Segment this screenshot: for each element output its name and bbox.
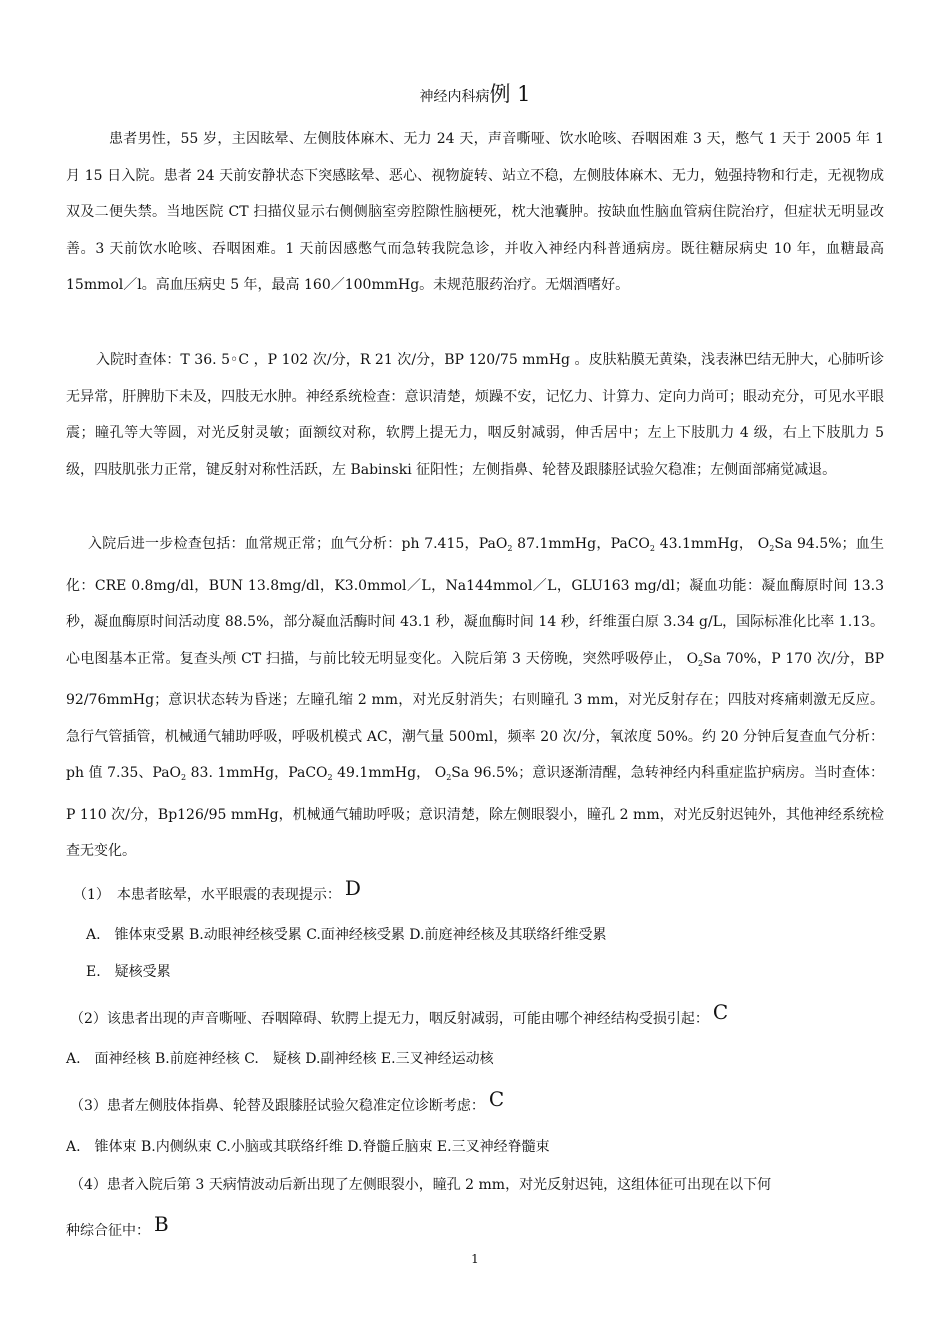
subscript: 2 <box>698 658 704 668</box>
question-1 <box>73 876 361 904</box>
question-4-continued <box>66 1212 169 1240</box>
text-segment: 83. 1mmHg，PaCO <box>186 765 328 781</box>
question-4-text: 种综合征中： <box>66 1223 150 1239</box>
question-1-options: A. 锥体束受累 B.动眼神经核受累 C.面神经核受累 D.前庭神经核及其联络纤维受累 <box>86 927 607 943</box>
question-2-options: A. 面神经核 B.前庭神经核 C. 疑核 D.副神经核 E.三叉神经运动核 <box>66 1051 494 1067</box>
text-segment: Sa 94.5%；血生化：CRE 0.8mg/dl，BUN 13.8mg/dl，K3.0mmol／L，Na144mmol／L，GLU163 mg/dl；凝血功能：凝血酶原时间 13.3 秒，凝血酶原时间活动度 88.5%，部分凝血活酶时间 43.1 秒，凝血酶时间 14 秒，纤维蛋白原 3.34 g/L，国际标准化比率 1.13。心电图基本正常。复查头颅 CT 扫描，与前比较无明显变化。入院后第 3 天傍晚，突然呼吸停止， O <box>66 536 885 667</box>
subscript: 2 <box>327 773 333 782</box>
question-2-text: （2）该患者出现的声音嘶哑、吞咽障碍、软腭上提无力，咽反射减弱，可能由哪个神经结构受损引起： <box>70 1011 709 1027</box>
question-3-text: （3）患者左侧肢体指鼻、轮替及跟膝胫试验欠稳准定位诊断考虑： <box>70 1098 485 1114</box>
subscript: 2 <box>507 544 513 553</box>
question-3-options: A. 锥体束 B.内侧纵束 C.小脑或其联络纤维 D.脊髓丘脑束 E.三叉神经脊髓束 <box>66 1139 550 1155</box>
text-segment: Sa 96.5%；意识逐渐清醒，急转神经内科重症监护病房。当时查体：P 110 次/分，Bp126/95 mmHg，机械通气辅助呼吸；意识清楚，除左侧眼裂小，瞳孔 2 mm，对光反射迟钝外，其他神经系统检查无变化。 <box>66 765 884 859</box>
text-segment: 49.1mmHg， O <box>332 765 447 781</box>
question-1-options-extra: E. 疑核受累 <box>86 964 171 980</box>
page-title <box>0 78 950 108</box>
text-segment: Sa 70%，P 170 次/分，BP 92/76mmHg；意识状态转为昏迷；左瞳孔缩 2 mm，对光反射消失；右则瞳孔 3 mm，对光反射存在；四肢对疼痛刺激无反应。急行气管插管，机械通气辅助呼吸，呼吸机模式 AC，潮气量 500ml，频率 20 次/分，氧浓度 50%。约 20 分钟后复查血气分析：ph 值 7.35、PaO <box>66 650 884 781</box>
paragraph-exam: 入院时查体：T 36. 5◦C ，P 102 次/分，R 21 次/分，BP 120/75 mmHg 。皮肤粘膜无黄染，浅表淋巴结无肿大，心肺听诊无异常，肝脾肋下未及，四肢无水肿。神经系统检查：意识清楚，烦躁不安，记忆力、计算力、定向力尚可；眼动充分，可见水平眼震；瞳孔等大等圆，对光反射灵敏；面额纹对称，软腭上提无力，咽反射减弱，伸舌居中；左上下肢肌力 4 级，右上下肢肌力 5 级，四肢肌张力正常，键反射对称性活跃，左 Babinski 征阳性；左侧指鼻、轮替及跟膝胫试验欠稳准；左侧面部痛觉减退。 <box>66 352 884 478</box>
question-2-answer: C <box>712 1000 729 1024</box>
subscript: 2 <box>769 544 775 553</box>
question-4-answer: B <box>154 1212 169 1236</box>
question-2 <box>70 1000 728 1028</box>
question-3 <box>70 1087 504 1115</box>
question-4: （4）患者入院后第 3 天病情波动后新出现了左侧眼裂小，瞳孔 2 mm，对光反射迟钝，这组体征可出现在以下何 <box>70 1177 772 1193</box>
text-segment: 43.1mmHg， O <box>655 536 770 552</box>
subscript: 2 <box>649 544 656 553</box>
subscript: 2 <box>181 773 187 782</box>
question-3-answer: C <box>488 1087 505 1111</box>
page-number: 1 <box>471 1252 479 1266</box>
title-case-number: 例 1 <box>489 82 531 106</box>
question-1-text: （1） 本患者眩晕，水平眼震的表现提示： <box>73 887 341 903</box>
text-segment: 入院后进一步检查包括：血常规正常；血气分析：ph 7.415，PaO <box>88 536 508 552</box>
paragraph-history: 患者男性，55 岁，主因眩晕、左侧肢体麻木、无力 24 天，声音嘶哑、饮水呛咳、吞咽困难 3 天，憋气 1 天于 2005 年 1 月 15 日入院。患者 24 天前安静状态下突感眩晕、恶心、视物旋转、站立不稳，左侧肢体麻木、无力，勉强持物和行走，无视物成双及二便失禁。当地医院 CT 扫描仪显示右侧侧脑室旁腔隙性脑梗死，枕大池囊肿。按缺血性脑血管病住院治疗，但症状无明显改善。3 天前饮水呛咳、吞咽困难。1 天前因感憋气而急转我院急诊，并收入神经内科普通病房。既往糖尿病史 10 年，血糖最高 15mmol／l。高血压病史 5 年，最高 160／100mmHg。未规范服药治疗。无烟酒嗜好。 <box>66 131 884 293</box>
title-text: 神经内科病 <box>419 89 490 105</box>
paragraph-tests <box>66 526 884 870</box>
question-1-answer: D <box>344 876 361 900</box>
text-segment: 87.1mmHg，PaCO <box>512 536 650 552</box>
subscript: 2 <box>446 773 452 782</box>
